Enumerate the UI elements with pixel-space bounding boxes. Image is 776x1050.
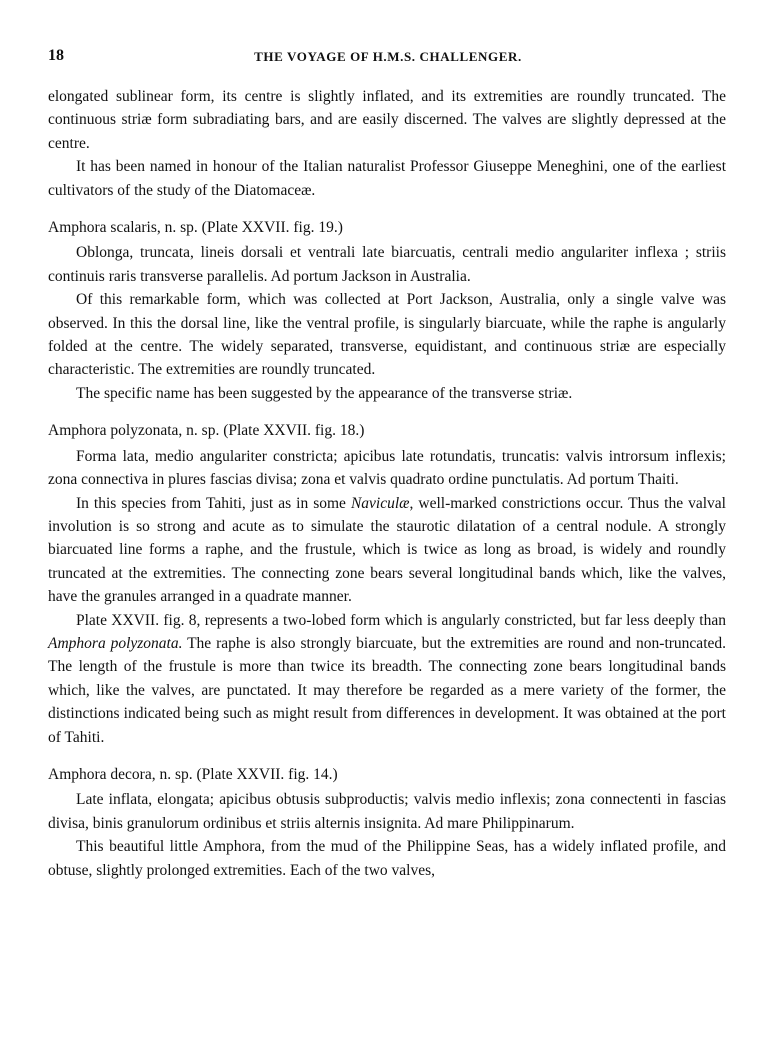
paragraph-continuation: elongated sublinear form, its centre is slightly inflated, and its extremities are roundly truncated. The continuous striæ form subradiating bars, and are easily discerned. The valves are slightly depressed at the centre. xyxy=(48,88,726,152)
italic-term: Naviculæ xyxy=(350,494,410,512)
paragraph-meneghini: It has been named in honour of the Italian naturalist Professor Giuseppe Meneghini, one of the earliest cultivators of the study of the Diatomaceæ. xyxy=(48,158,726,199)
description-scalaris: Of this remarkable form, which was collected at Port Jackson, Australia, only a single valve was observed. In this the dorsal line, like the ventral profile, is singularly biarcuate, while the raphe is angularly folded at the centre. The widely separated, transverse, equidistant, and continuous striæ are especially characteristic. The extremities are roundly truncated. xyxy=(48,291,726,379)
text-run: , well-marked constrictions occur. Thus the valval involution is so strong and acute as to simulate the staurotic dilatation of a central nodule. A strongly biarcuated line forms a raphe, and the frustule, which is twice as long as broad, is widely and roundly truncated at the extremities. The connecting zone bears several longitudinal bands which, like the valves, have the granules arranged in a quadrate manner. xyxy=(48,494,726,606)
page-number: 18 xyxy=(48,47,64,64)
latin-diagnosis-scalaris: Oblonga, truncata, lineis dorsali et ventrali late biarcuatis, centrali medio angulariter inflexa ; striis continuis raris transverse parallelis. Ad portum Jackson in Australia. xyxy=(48,244,726,285)
text-run: Plate XXVII. fig. 8, represents a two-lobed form which is angularly constricted, but far less deeply than xyxy=(76,611,726,629)
description-decora: This beautiful little Amphora, from the mud of the Philippine Seas, has a widely inflated profile, and obtuse, slightly prolonged extremities. Each of the two valves, xyxy=(48,838,726,879)
species-heading-decora: Amphora decora, n. sp. (Plate XXVII. fig. 14.) xyxy=(48,765,338,783)
variety-polyzonata xyxy=(48,609,726,749)
text-run: In this species from Tahiti, just as in some xyxy=(76,494,351,512)
running-title: THE VOYAGE OF H.M.S. CHALLENGER. xyxy=(254,49,522,64)
species-heading-polyzonata: Amphora polyzonata, n. sp. (Plate XXVII. fig. 18.) xyxy=(48,422,365,440)
page-header xyxy=(48,47,728,69)
species-heading-scalaris: Amphora scalaris, n. sp. (Plate XXVII. fig. 19.) xyxy=(48,219,343,237)
text-run: The raphe is also strongly biarcuate, but the extremities are round and non-truncated. The length of the frustule is more than twice its breadth. The connecting zone bears longitudinal bands which, like the valves, are punctated. It may therefore be regarded as a mere variety of the former, the distinctions indicated being such as might result from differences in development. It was obtained at the port of Tahiti. xyxy=(48,634,726,746)
latin-diagnosis-polyzonata: Forma lata, medio angulariter constricta; apicibus late rotundatis, truncatis: valvis introrsum inflexis; zona connectiva in plures fascias divisa; zona et valvis quadrato ordine punctulatis. Ad portum Thaiti. xyxy=(48,447,726,489)
note-scalaris: The specific name has been suggested by the appearance of the transverse striæ. xyxy=(76,384,573,402)
italic-term: Amphora polyzonata. xyxy=(48,634,183,652)
latin-diagnosis-decora: Late inflata, elongata; apicibus obtusis subproductis; valvis medio inflexis; zona connectenti in fascias divisa, binis granulorum ordinibus et striis alternis insignita. Ad mare Philippinarum. xyxy=(48,791,726,832)
description-polyzonata xyxy=(48,492,726,609)
body-text xyxy=(48,85,726,882)
